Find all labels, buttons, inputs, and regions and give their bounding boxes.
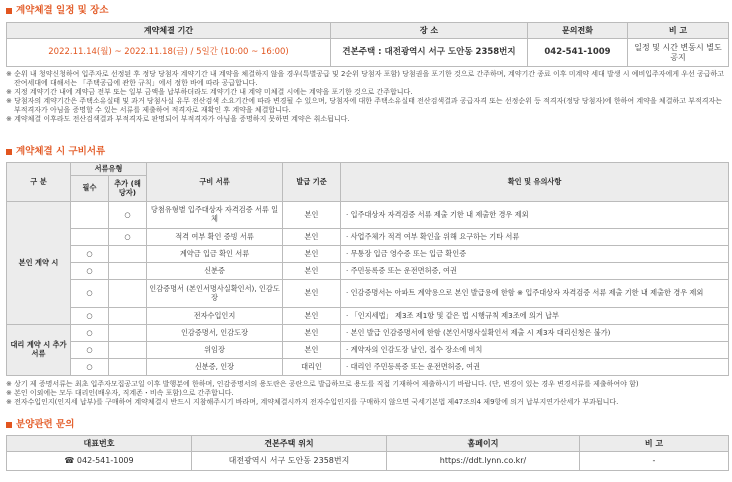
documents-note-item: ※ 본인 이외에는 모두 대리인(배우자, 직계존・비속 포함)으로 간주합니다. [6, 389, 234, 398]
contact-phone-cell [7, 452, 192, 471]
schedule-place: 견본주택 : 대전광역시 서구 도안동 2358번지 [331, 39, 528, 67]
phone-icon: ☎ [64, 456, 75, 465]
documents-section-title: 계약체결 시 구비서류 [6, 146, 105, 158]
doc-issuer: 본인 [283, 325, 341, 342]
doc-issuer: 본인 [283, 202, 341, 229]
doc-remark: · 입주대상자 자격검증 서류 제출 기한 내 제출한 경우 제외 [341, 202, 729, 229]
documents-note-item: ※ 전자수입인지(인지세 납부)를 구매하여 계약체결시 반드시 지참해주시기 바라며, 계약체결시까지 전자수입인지를 구매하지 않으면 국세기본법 제47조의4 제9항에 의거 납부지연가산세가 부과됩니다. [6, 398, 619, 407]
doc-remark: · 「인지세법」 제3조 제1항 및 같은 법 시행규칙 제3조에 의거 납부 [341, 308, 729, 325]
doc-name: 당첨유형별 입주대상자 자격검증 서류 일체 [147, 202, 283, 229]
schedule-table [6, 22, 729, 67]
doc-additional-mark: ○ [109, 202, 147, 229]
doc-remark: · 대리인 주민등록증 또는 운전면허증, 여권 [341, 359, 729, 376]
doc-name: 위임장 [147, 342, 283, 359]
doc-required-mark [71, 229, 109, 246]
doc-remark: · 사업주체가 적격 여부 확인을 위해 요구하는 기타 서류 [341, 229, 729, 246]
doc-required-mark: ○ [71, 308, 109, 325]
doc-additional-mark [109, 359, 147, 376]
doc-remark: · 무통장 입금 영수증 또는 입금 확인증 [341, 246, 729, 263]
doc-required-mark [71, 202, 109, 229]
doc-name: 적격 여부 확인 증빙 서류 [147, 229, 283, 246]
doc-name: 신분증, 인장 [147, 359, 283, 376]
doc-name: 인감증명서 (본인서명사실확인서), 인감도장 [147, 280, 283, 308]
doc-required-mark: ○ [71, 263, 109, 280]
contact-table [6, 435, 729, 471]
schedule-header-phone: 문의전화 [528, 23, 628, 39]
documents-header-issuer: 발급 기준 [283, 163, 341, 202]
doc-name: 계약금 입금 확인 서류 [147, 246, 283, 263]
schedule-note-item: ※ 당첨자의 계약기간은 주택소유실태 및 과거 당첨사실 유무 전산검색 소요기간에 따라 변경될 수 있으며, 당첨자에 대한 주택소유실태 전산검색결과 공급자격 또는 선정순위 등 적격자(정당 당첨자)에 한하여 계약을 체결하고 부적격자는 부적격자가 아님을 증명할 수 있는 서류를 제출하여 적격자로 재확인 후 계약을 체결합니다. [6, 97, 723, 115]
doc-additional-mark [109, 263, 147, 280]
documents-header-category: 구 분 [7, 163, 71, 202]
doc-issuer: 본인 [283, 342, 341, 359]
contact-header-location: 견본주택 위치 [192, 436, 387, 452]
doc-issuer: 본인 [283, 280, 341, 308]
documents-table [6, 162, 729, 376]
schedule-note-item: ※ 계약체결 이후라도 전산검색결과 부적격자로 판명되어 부적격자가 아님을 증명하지 못하면 계약은 취소됩니다. [6, 115, 350, 124]
doc-additional-mark: ○ [109, 229, 147, 246]
doc-required-mark: ○ [71, 342, 109, 359]
contact-phone: 042-541-1009 [76, 456, 134, 465]
doc-required-mark: ○ [71, 246, 109, 263]
doc-remark: · 계약자의 인감도장 날인, 접수 장소에 비치 [341, 342, 729, 359]
section-bullet-icon [6, 8, 12, 14]
documents-header-remarks: 확인 및 유의사항 [341, 163, 729, 202]
documents-header-additional: 추가 (해당자) [109, 176, 147, 202]
contact-header-phone: 대표번호 [7, 436, 192, 452]
doc-name: 전자수입인지 [147, 308, 283, 325]
schedule-phone: 042-541-1009 [528, 39, 628, 67]
contact-header-homepage: 홈페이지 [387, 436, 580, 452]
schedule-period: 2022.11.14(월) ~ 2022.11.18(금) / 5일간 (10:00 ~ 16:00) [7, 39, 331, 67]
doc-additional-mark [109, 280, 147, 308]
doc-issuer: 본인 [283, 229, 341, 246]
documents-group-self: 본인 계약 시 [7, 202, 71, 325]
schedule-header-place: 장 소 [331, 23, 528, 39]
documents-header-doc: 구비 서류 [147, 163, 283, 202]
doc-required-mark: ○ [71, 325, 109, 342]
doc-remark: · 본인 발급 인감증명서에 한함 (본인서명사실확인서 제출 시 제3자 대리신청은 불가) [341, 325, 729, 342]
doc-additional-mark [109, 246, 147, 263]
schedule-notes [6, 70, 728, 125]
doc-additional-mark [109, 325, 147, 342]
schedule-header-period: 계약체결 기간 [7, 23, 331, 39]
doc-issuer: 본인 [283, 263, 341, 280]
documents-header-required: 필수 [71, 176, 109, 202]
contact-header-note: 비 고 [580, 436, 729, 452]
doc-issuer: 본인 [283, 246, 341, 263]
doc-additional-mark [109, 342, 147, 359]
documents-note-item: ※ 상기 제 증명서류는 최초 입주자모집공고일 이후 발행분에 한하며, 인감증명서의 용도란은 공란으로 발급하므로 용도를 직접 기재하여 제출하시기 바랍니다. (단, 변경이 있는 경우 변경서류를 제출하여야 함) [6, 380, 639, 388]
doc-required-mark: ○ [71, 280, 109, 308]
doc-required-mark: ○ [71, 359, 109, 376]
section-bullet-icon [6, 422, 12, 428]
schedule-header-note: 비 고 [628, 23, 729, 39]
contact-location: 대전광역시 서구 도안동 2358번지 [192, 452, 387, 471]
contact-homepage-link[interactable]: https://ddt.lynn.co.kr/ [387, 452, 580, 471]
documents-header-type: 서류유형 [71, 163, 147, 176]
documents-notes [6, 380, 728, 407]
doc-name: 인감증명서, 인감도장 [147, 325, 283, 342]
doc-name: 신분증 [147, 263, 283, 280]
schedule-note-item: ※ 지정 계약기간 내에 계약금 전부 또는 일부 금액을 납부하더라도 계약기간 내 계약 미체결 시에는 계약을 포기한 것으로 간주합니다. [6, 88, 413, 97]
doc-additional-mark [109, 308, 147, 325]
doc-issuer: 본인 [283, 308, 341, 325]
documents-group-proxy: 대리 계약 시 추가서류 [7, 325, 71, 376]
schedule-note: 일정 및 시간 변동시 별도 공지 [628, 39, 729, 67]
doc-remark: · 주민등록증 또는 운전면허증, 여권 [341, 263, 729, 280]
schedule-section-title: 계약체결 일정 및 장소 [6, 5, 109, 17]
contact-note: - [580, 452, 729, 471]
schedule-note-item: ※ 순위 내 청약신청하여 입주자로 선정된 후 정당 당첨자 계약기간 내 계약을 체결하지 않을 경우(특별공급 및 2순위 당첨자 포함) 당첨권을 포기한 것으로 간주하며, 계약기간 종료 이후 미계약 세대 발생 시 예비입주자에게 우선 공급하고 잔여세대에 대해서는 「주택공급에 관한 규칙」에서 정한 바에 따라 공급합니다. [6, 70, 725, 88]
contact-section-title: 분양관련 문의 [6, 419, 74, 431]
section-bullet-icon [6, 149, 12, 155]
doc-issuer: 대리인 [283, 359, 341, 376]
doc-remark: · 인감증명서는 아파트 계약용으로 본인 발급용에 한함 ※ 입주대상자 자격검증 서류 제출 기한 내 제출한 경우 제외 [341, 280, 729, 308]
